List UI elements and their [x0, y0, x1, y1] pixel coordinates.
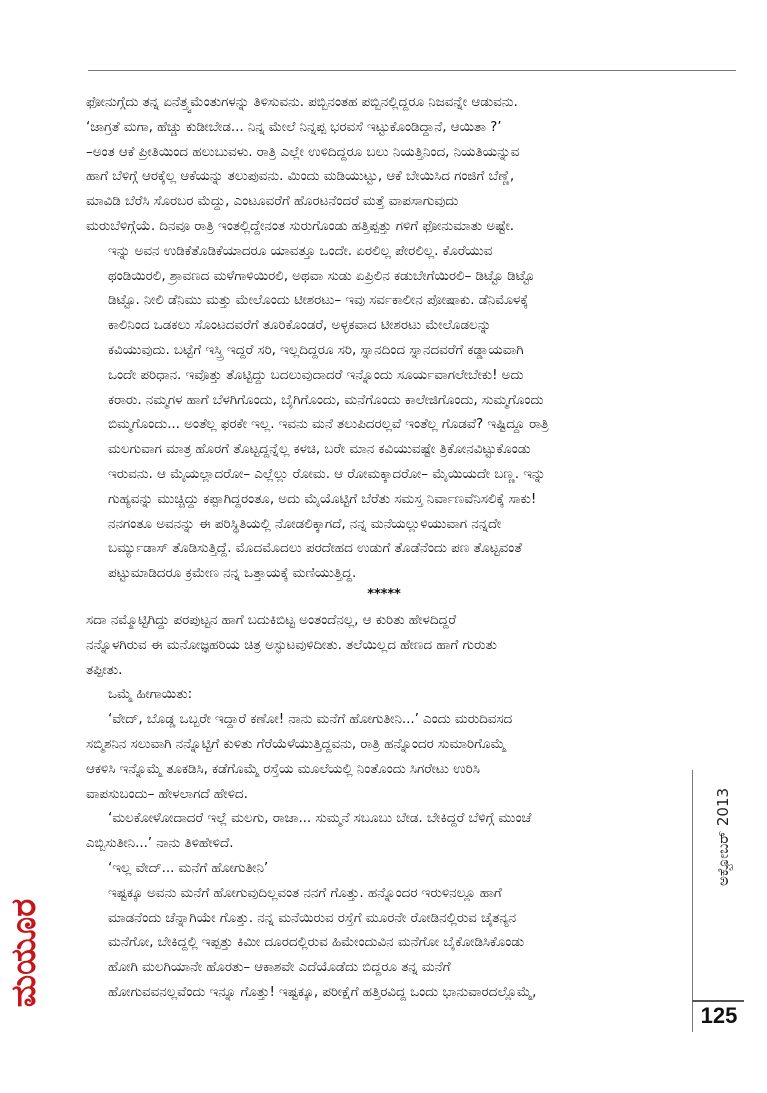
text-line: ಹೋಗಿ ಮಲಗಿಯಾನೇ ಹೊರತು– ಆಕಾಶವೇ ಎದೆಯೊಡೆದು ಬಿದ್ದರೂ ತನ್ನ ಮನೆಗೆ — [108, 959, 451, 976]
text-line: ಕಾಲಿನಿಂದ ಒಡಕಲು ಸೊಂಟದವರೆಗೆ ತೂರಿಕೊಂಡರೆ, ಅಳ್ಳಕವಾದ ಟೀಶರಟು ಮೇಲೊಡಲನ್ನು — [108, 317, 492, 334]
text-line: ‘ಇಲ್ಲ ವೇದ್... ಮನೆಗೆ ಹೋಗುತೀನಿ’ — [108, 859, 269, 876]
paragraph — [86, 831, 682, 856]
text-line: ಮಾವಿಡಿ ಬೆರೆಸಿ ಸೊರಬರ ಮೆದ್ದು, ಎಂಟೂವರೆಗೆ ಹೊರಟನೆಂದರೆ ಮತ್ತೆ ವಾಪಸಾಗುವುದು — [86, 193, 459, 210]
text-line: ಮಲಗುವಾಗ ಮಾತ್ರ ಹೊರಗೆ ತೊಟ್ಟದ್ದನ್ನೆಲ್ಲ ಕಳಚಿ, ಬರೇ ಮಾನ ಕವಿಯುವಷ್ಟೇ ತ್ರಿಕೋನವಿಟ್ಟುಕೊಂಡು — [108, 441, 531, 458]
article-section-2 — [86, 608, 682, 1005]
text-line: ಕರಾರು. ನಮ್ಮಗಳ ಹಾಗೆ ಬೆಳಗಿಗೊಂದು, ಬೈಗಿಗೊಂದು, ಮನೆಗೊಂದು ಕಾಲೇಜಿಗೊಂದು, ಸುಮ್ಮಗೊಂದು — [108, 391, 544, 408]
text-line: ಪಟ್ಟುಮಾಡಿದರೂ ಕ್ರಮೇಣ ನನ್ನ ಒತ್ತಾಯಕ್ಕೆ ಮಣಿಯುತ್ತಿದ್ದ. — [108, 565, 357, 582]
text-line: ಆಕಳಿಸಿ ಇನ್ನೊಮ್ಮೆ ತೂಕಡಿಸಿ, ಕಡೆಗೊಮ್ಮೆ ರಸ್ತೆಯ ಮೂಲೆಯಲ್ಲಿ ನಿಂತೊಂದು ಸಿಗರೇಟು ಉರಿಸಿ — [86, 760, 480, 777]
paragraph — [86, 881, 682, 1005]
text-line: ಗುಹ್ಯವನ್ನು ಮುಚ್ಚಿದ್ದು ಕಪ್ಪಾಗಿದ್ದರಂತೂ, ಅದು ಮೈಯೊಟ್ಟಿಗೆ ಬೆರೆತು ಸಮಸ್ತ ನಿರ್ವಾಣವೆನಿಸಲಿಕ್ಕೆ ಸಾಕು! — [108, 490, 537, 507]
article-section-1 — [86, 90, 682, 586]
paragraph — [86, 90, 682, 239]
top-divider — [88, 70, 736, 71]
paragraph — [86, 856, 682, 881]
paragraph — [86, 732, 682, 806]
text-line: ಒಮ್ಮೆ ಹೀಗಾಯಿತು: — [108, 686, 193, 703]
text-line: ಹಾಗೆ ಬೆಳಿಗ್ಗೆ ಆರಕ್ಕೆಲ್ಲ ಆಕೆಯನ್ನು ತಲುಪುವನು. ಮಿಂದು ಮಡಿಯುಟ್ಟು, ಆಕೆ ಬೇಯಿಸಿದ ಗಂಜಿಗೆ ಬೆಣ್ಣೆ, — [86, 168, 515, 185]
text-line: ಬರ್ಮ್ಯುಡಾಸ್ ತೊಡಿಸುತ್ತಿದ್ದೆ. ಮೊದಮೊದಲು ಪರದೇಹದ ಉಡುಗೆ ತೊಡೆನೆಂದು ಪಣ ತೊಟ್ಟವಂತೆ — [108, 540, 522, 557]
text-line: ಮಾಡನೆಂದು ಚೆನ್ನಾಗಿಯೇ ಗೊತ್ತು. ನನ್ನ ಮನೆಯಿರುವ ರಸ್ತೆಗೆ ಮೂರನೇ ರೋಡಿನಲ್ಲಿರುವ ಚೈತನ್ಯನ — [108, 909, 517, 926]
text-line: ಇರುವನು. ಆ ಮೈಯಲ್ಲಾದರೋ– ಎಲ್ಲೆಲ್ಲು ರೋಮ. ಆ ರೋಮಕ್ಕಾದರೋ– ಮೈಯಿಯದೇ ಬಣ್ಣ. ಇನ್ನು — [108, 465, 546, 482]
text-line: ನನ್ನೊಳಗಿರುವ ಈ ಮನೋಜ್ಞಹರಿಯ ಚಿತ್ರ ಅಸ್ಫುಟವುಳಿದೀತು. ತಲೆಯಿಲ್ಲದ ಹೇಣದ ಹಾಗೆ ಗುರುತು — [86, 636, 497, 653]
paragraph — [86, 806, 682, 831]
text-line: ತಪ್ಪೀತು. — [86, 661, 123, 678]
text-line: ಹೋಗುವವನಲ್ಲವೆಂದು ಇನ್ನೂ ಗೊತ್ತು! ಇಷ್ಟಕ್ಕೂ, ಪರೀಕ್ಷೆಗೆ ಹತ್ತಿರವಿದ್ದ ಒಂದು ಭಾನುವಾರದಲ್ಲೊಮ್ಮೆ, — [108, 983, 537, 1000]
text-line: ಸದಾ ನಮ್ಮೊಟ್ಟಿಗಿದ್ದು ಪರಪುಟ್ಟನ ಹಾಗೆ ಬದುಕಿಬಿಟ್ಟ ಅಂತಂದೆನಲ್ಲ, ಆ ಕುರಿತು ಹೇಳದಿದ್ದರೆ — [86, 611, 457, 628]
text-line: ಬಿಮ್ಮಗೊಂದು... ಅಂತೆಲ್ಲ ಫರಕೇ ಇಲ್ಲ. ಇವನು ಮನೆ ತಲುಪಿದರಲ್ಲವೆ ಇಂತೆಲ್ಲ ಗೊಡವೆ? ಇಷ್ಟಿದ್ದೂ ರಾತ್ರಿ — [108, 416, 549, 433]
magazine-logo — [0, 898, 48, 1008]
issue-date — [700, 770, 746, 904]
text-line: ಫೋನುಗ್ಗೆದು ತನ್ನ ಏನೆತ್ತ್ವಮೆಂತುಗಳನ್ನು ತಿಳಿಸುವನು. ಪಬ್ಬಿನಂತಹ ಪಬ್ಬಿನಲ್ಲಿದ್ದರೂ ನಿಜವನ್ನೇ ಆಡುವನು. — [86, 94, 518, 110]
text-line: ಥಂಡಿಯಿರಲಿ, ಶ್ರಾವಣದ ಮಳೆಗಾಳಿಯಿರಲಿ, ಅಥವಾ ಸುಡು ಏಪ್ರಿಲಿನ ಕಡುಬೇಗೆಯಿರಲಿ– ಡಿಟ್ಟೊ ಡಿಟ್ಟೊ — [108, 267, 535, 284]
text-line: ಸಬ್ಮಿಶನಿನ ಸಲುವಾಗಿ ನನ್ನೊಟ್ಟಿಗೆ ಕುಳಿತು ಗೆರೆಯೆಳೆಯುತ್ತಿದ್ದವನು, ರಾತ್ರಿ ಹನ್ನೊಂದರ ಸುಮಾರಿಗೊಮ್ಮೆ — [86, 735, 506, 752]
paragraph — [86, 239, 682, 586]
text-line: ವಾಪಸುಬಂದು– ಹೇಳಲಾಗದೆ ಹೇಳಿದ. — [86, 785, 248, 802]
masthead-divider — [692, 770, 693, 1032]
paragraph — [86, 682, 682, 707]
text-line: ಮರುಬೆಳಿಗ್ಗೆಯೆ. ದಿನವೂ ರಾತ್ರಿ ಇಂತಲ್ಲಿದ್ದೇನಂತ ಸುರುಗೊಂಡು ಹತ್ತಿಪ್ಪತ್ತು ಗಳಿಗೆ ಫೋನುಮಾತು ಅಷ್ಟೇ. — [86, 217, 515, 234]
article-body — [86, 90, 682, 1005]
section-separator: ***** — [367, 586, 401, 602]
text-line: ಕವಿಯುವುದು. ಬಟ್ಟೆಗೆ ಇಸ್ತ್ರಿ ಇದ್ದರೆ ಸರಿ, ಇಲ್ಲದಿದ್ದರೂ ಸರಿ, ಸ್ನಾನದಿಂದ ಸ್ನಾನದವರೆಗೆ ಕಡ್ಡಾಯವಾಗಿ — [108, 341, 524, 358]
text-line: ಇಷ್ಟಕ್ಕೂ ಅವನು ಮನೆಗೆ ಹೋಗುವುದಿಲ್ಲವಂತ ನನಗೆ ಗೊತ್ತು. ಹನ್ನೊಂದರ ಇರುಳಿನಲ್ಲೂ ಹಾಗೆ — [108, 884, 502, 901]
paragraph — [86, 608, 682, 682]
paragraph — [86, 707, 682, 732]
magazine-logo-text: ಮಯೂರ — [4, 898, 44, 1008]
text-line: ಮನೆಗೋ, ಬೇಕಿದ್ದಲ್ಲಿ ಇಪ್ಪತ್ತು ಕಿಮೀ ದೂರದಲ್ಲಿರುವ ಹಿಮೇಂದುವಿನ ಮನೆಗೋ ಬೈಕೋಡಿಸಿಕೊಂಡು — [108, 934, 525, 951]
text-line: ಇನ್ನು ಅವನ ಉಡಿಕೆತೊಡಿಕೆಯಾದರೂ ಯಾವತ್ತೂ ಒಂದೇ. ಏರಲಿಲ್ಲ ಪೇರಲಿಲ್ಲ. ಕೊರೆಯುವ — [108, 242, 493, 259]
text-line: ಎಬ್ಬಿಸುತೀನಿ...’ ನಾನು ತಿಳಿಹೇಳಿದೆ. — [86, 835, 234, 852]
issue-date-text: ಅಕ್ಟೋಬರ್ 2013 — [714, 787, 732, 887]
text-line: ‘ಜಾಗ್ರತೆ ಮಗಾ, ಹೆಚ್ಚು ಕುಡೀಬೇಡ... ನಿನ್ನ ಮೇಲೆ ನಿನ್ನಪ್ಪ ಭರವಸೆ ಇಟ್ಟುಕೊಂಡಿದ್ದಾನೆ, ಆಯಿತಾ ?’ — [86, 118, 502, 135]
page-number: 125 — [700, 1003, 738, 1028]
text-line: ‘ಮಲಕೋಳೋದಾದರೆ ಇಲ್ಲೆ ಮಲಗು, ರಾಜಾ... ಸುಮ್ಮನೆ ಸಬೂಬು ಬೇಡ. ಬೇಕಿದ್ದರೆ ಬೆಳಿಗ್ಗೆ ಮುಂಚೆ — [108, 810, 532, 827]
text-line: ನನಗಂತೂ ಅವನನ್ನು ಈ ಪರಿಸ್ಥಿತಿಯಲ್ಲಿ ನೋಡಲಿಕ್ಕಾಗದೆ, ನನ್ನ ಮನೆಯಲ್ಲುಳಿಯುವಾಗ ನನ್ನದೇ — [108, 515, 502, 532]
text-line: ಒಂದೇ ಪರಿಧಾನ. ಇವೊತ್ತು ತೊಟ್ಟಿದ್ದು ಬದಲುವುದಾದರೆ ಇನ್ನೊಂದು ಸೂರ್ಯವಾಗಲೇಬೇಕು! ಅದು — [108, 366, 524, 383]
text-line: ಡಿಟ್ಟೊ. ನೀಲಿ ಡೆನಿಮು ಮತ್ತು ಮೇಲೊಂದು ಟೀಶರಟು– ಇವು ಸರ್ವಕಾಲೀನ ಪೋಷಾಕು. ಡೆನಿಮೊಳಕ್ಕೆ — [108, 292, 529, 309]
text-line: ‘ವೇದ್, ಬೊಡ್ಡ ಒಬ್ಬರೇ ಇದ್ದಾರೆ ಕಣೋ! ನಾನು ಮನೆಗೆ ಹೋಗುತೀನಿ...’ ಎಂದು ಮರುದಿವಸದ — [108, 711, 513, 728]
text-line: –ಅಂತ ಆಕೆ ಪ್ರೀತಿಯಿಂದ ಹಲುಬುವಳು. ರಾತ್ರಿ ಎಲ್ಲೇ ಉಳಿದಿದ್ದರೂ ಬಲು ನಿಯತ್ತಿನಿಂದ, ನಿಯತಿಯನ್ನುವ — [86, 143, 520, 160]
